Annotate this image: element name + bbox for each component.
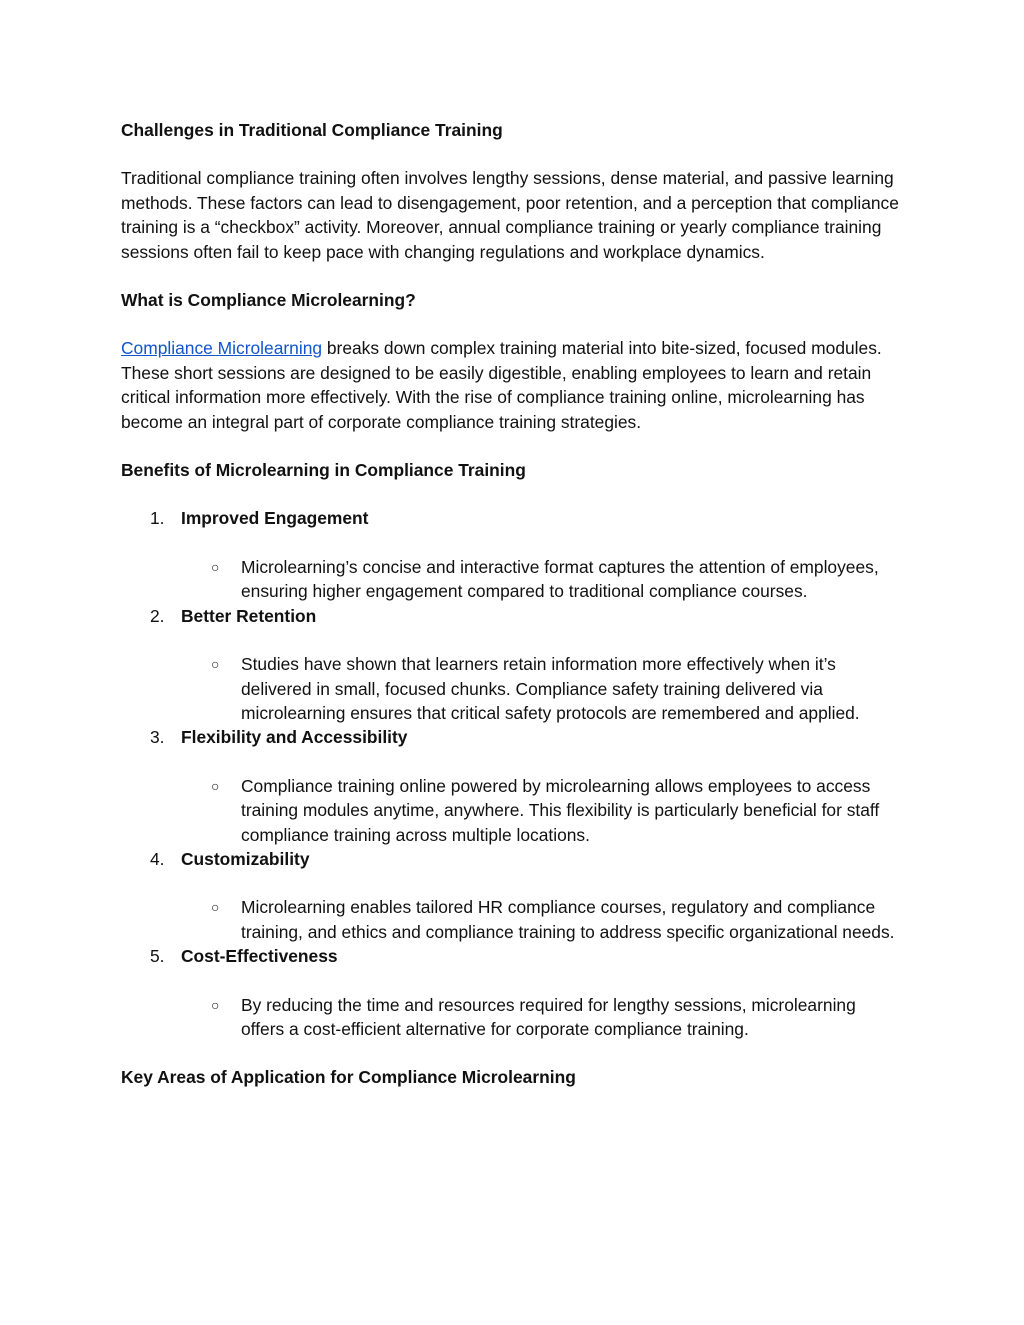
document-page [121, 118, 901, 1114]
benefit-title: Better Retention [181, 605, 317, 626]
compliance-microlearning-link[interactable]: Compliance Microlearning [121, 338, 323, 359]
benefit-text: By reducing the time and resources required for lengthy sessions, microlearning offers a cost-efficient alternative for corporate compliance training. [241, 994, 856, 1039]
circle-bullet-icon: ○ [211, 558, 220, 575]
benefit-title: Flexibility and Accessibility [181, 727, 408, 748]
benefit-sublist [181, 993, 901, 1042]
heading-challenges: Challenges in Traditional Compliance Training [121, 120, 503, 140]
benefit-sublist [181, 555, 901, 604]
list-item [181, 993, 901, 1042]
benefit-item [121, 944, 901, 1041]
benefit-item [121, 725, 901, 847]
benefit-item [121, 604, 901, 726]
heading-what-is: What is Compliance Microlearning? [121, 290, 416, 311]
benefit-sublist [181, 652, 901, 725]
list-item [181, 555, 901, 604]
list-number: 5. [150, 946, 165, 967]
list-item [181, 652, 901, 725]
benefit-text: Compliance training online powered by microlearning allows employees to access training modules anytime, anywhere. This flexibility is particularly beneficial for staff compliance training across multiple locations. [241, 775, 880, 845]
paragraph-what-is [121, 336, 901, 434]
benefit-title: Improved Engagement [181, 508, 369, 529]
benefit-item [121, 847, 901, 944]
benefit-title: Customizability [181, 848, 310, 869]
circle-bullet-icon: ○ [211, 899, 220, 916]
list-number: 4. [150, 848, 165, 869]
list-item [181, 774, 901, 847]
list-item [181, 895, 901, 944]
benefit-text: Microlearning enables tailored HR compliance courses, regulatory and compliance training, and ethics and compliance training to address specific organizational needs. [241, 897, 895, 942]
benefit-text: Studies have shown that learners retain information more effectively when it’s delivered in small, focused chunks. Compliance safety training delivered via microlearning ensures that critical safety protocols are remembered and applied. [241, 654, 860, 723]
list-number: 2. [150, 605, 165, 626]
list-number: 1. [150, 508, 165, 529]
benefit-text: Microlearning’s concise and interactive format captures the attention of employees, ensuring higher engagement compared to traditional compliance courses. [241, 556, 879, 602]
circle-bullet-icon: ○ [211, 656, 220, 673]
circle-bullet-icon: ○ [211, 777, 220, 794]
benefit-item [121, 506, 901, 603]
heading-key-areas: Key Areas of Application for Compliance Microlearning [121, 1067, 576, 1088]
paragraph-what-is-text: breaks down complex training material into bite-sized, focused modules. These short sessions are designed to be easily digestible, enabling employees to learn and retain critical information more effectively. With the rise of compliance training online, microlearning has become an integral part of corporate compliance training strategies. [121, 338, 882, 432]
circle-bullet-icon: ○ [211, 996, 220, 1013]
paragraph-challenges: Traditional compliance training often involves lengthy sessions, dense material, and passive learning methods. These factors can lead to disengagement, poor retention, and a perception that compliance training is a “checkbox” activity. Moreover, annual compliance training or yearly compliance training sessions often fail to keep pace with changing regulations and workplace dynamics. [121, 168, 899, 262]
benefit-title: Cost-Effectiveness [181, 946, 338, 967]
list-number: 3. [150, 727, 165, 748]
benefit-sublist [181, 895, 901, 944]
benefits-list [121, 506, 901, 1041]
benefit-sublist [181, 774, 901, 847]
heading-benefits: Benefits of Microlearning in Compliance Training [121, 460, 526, 481]
